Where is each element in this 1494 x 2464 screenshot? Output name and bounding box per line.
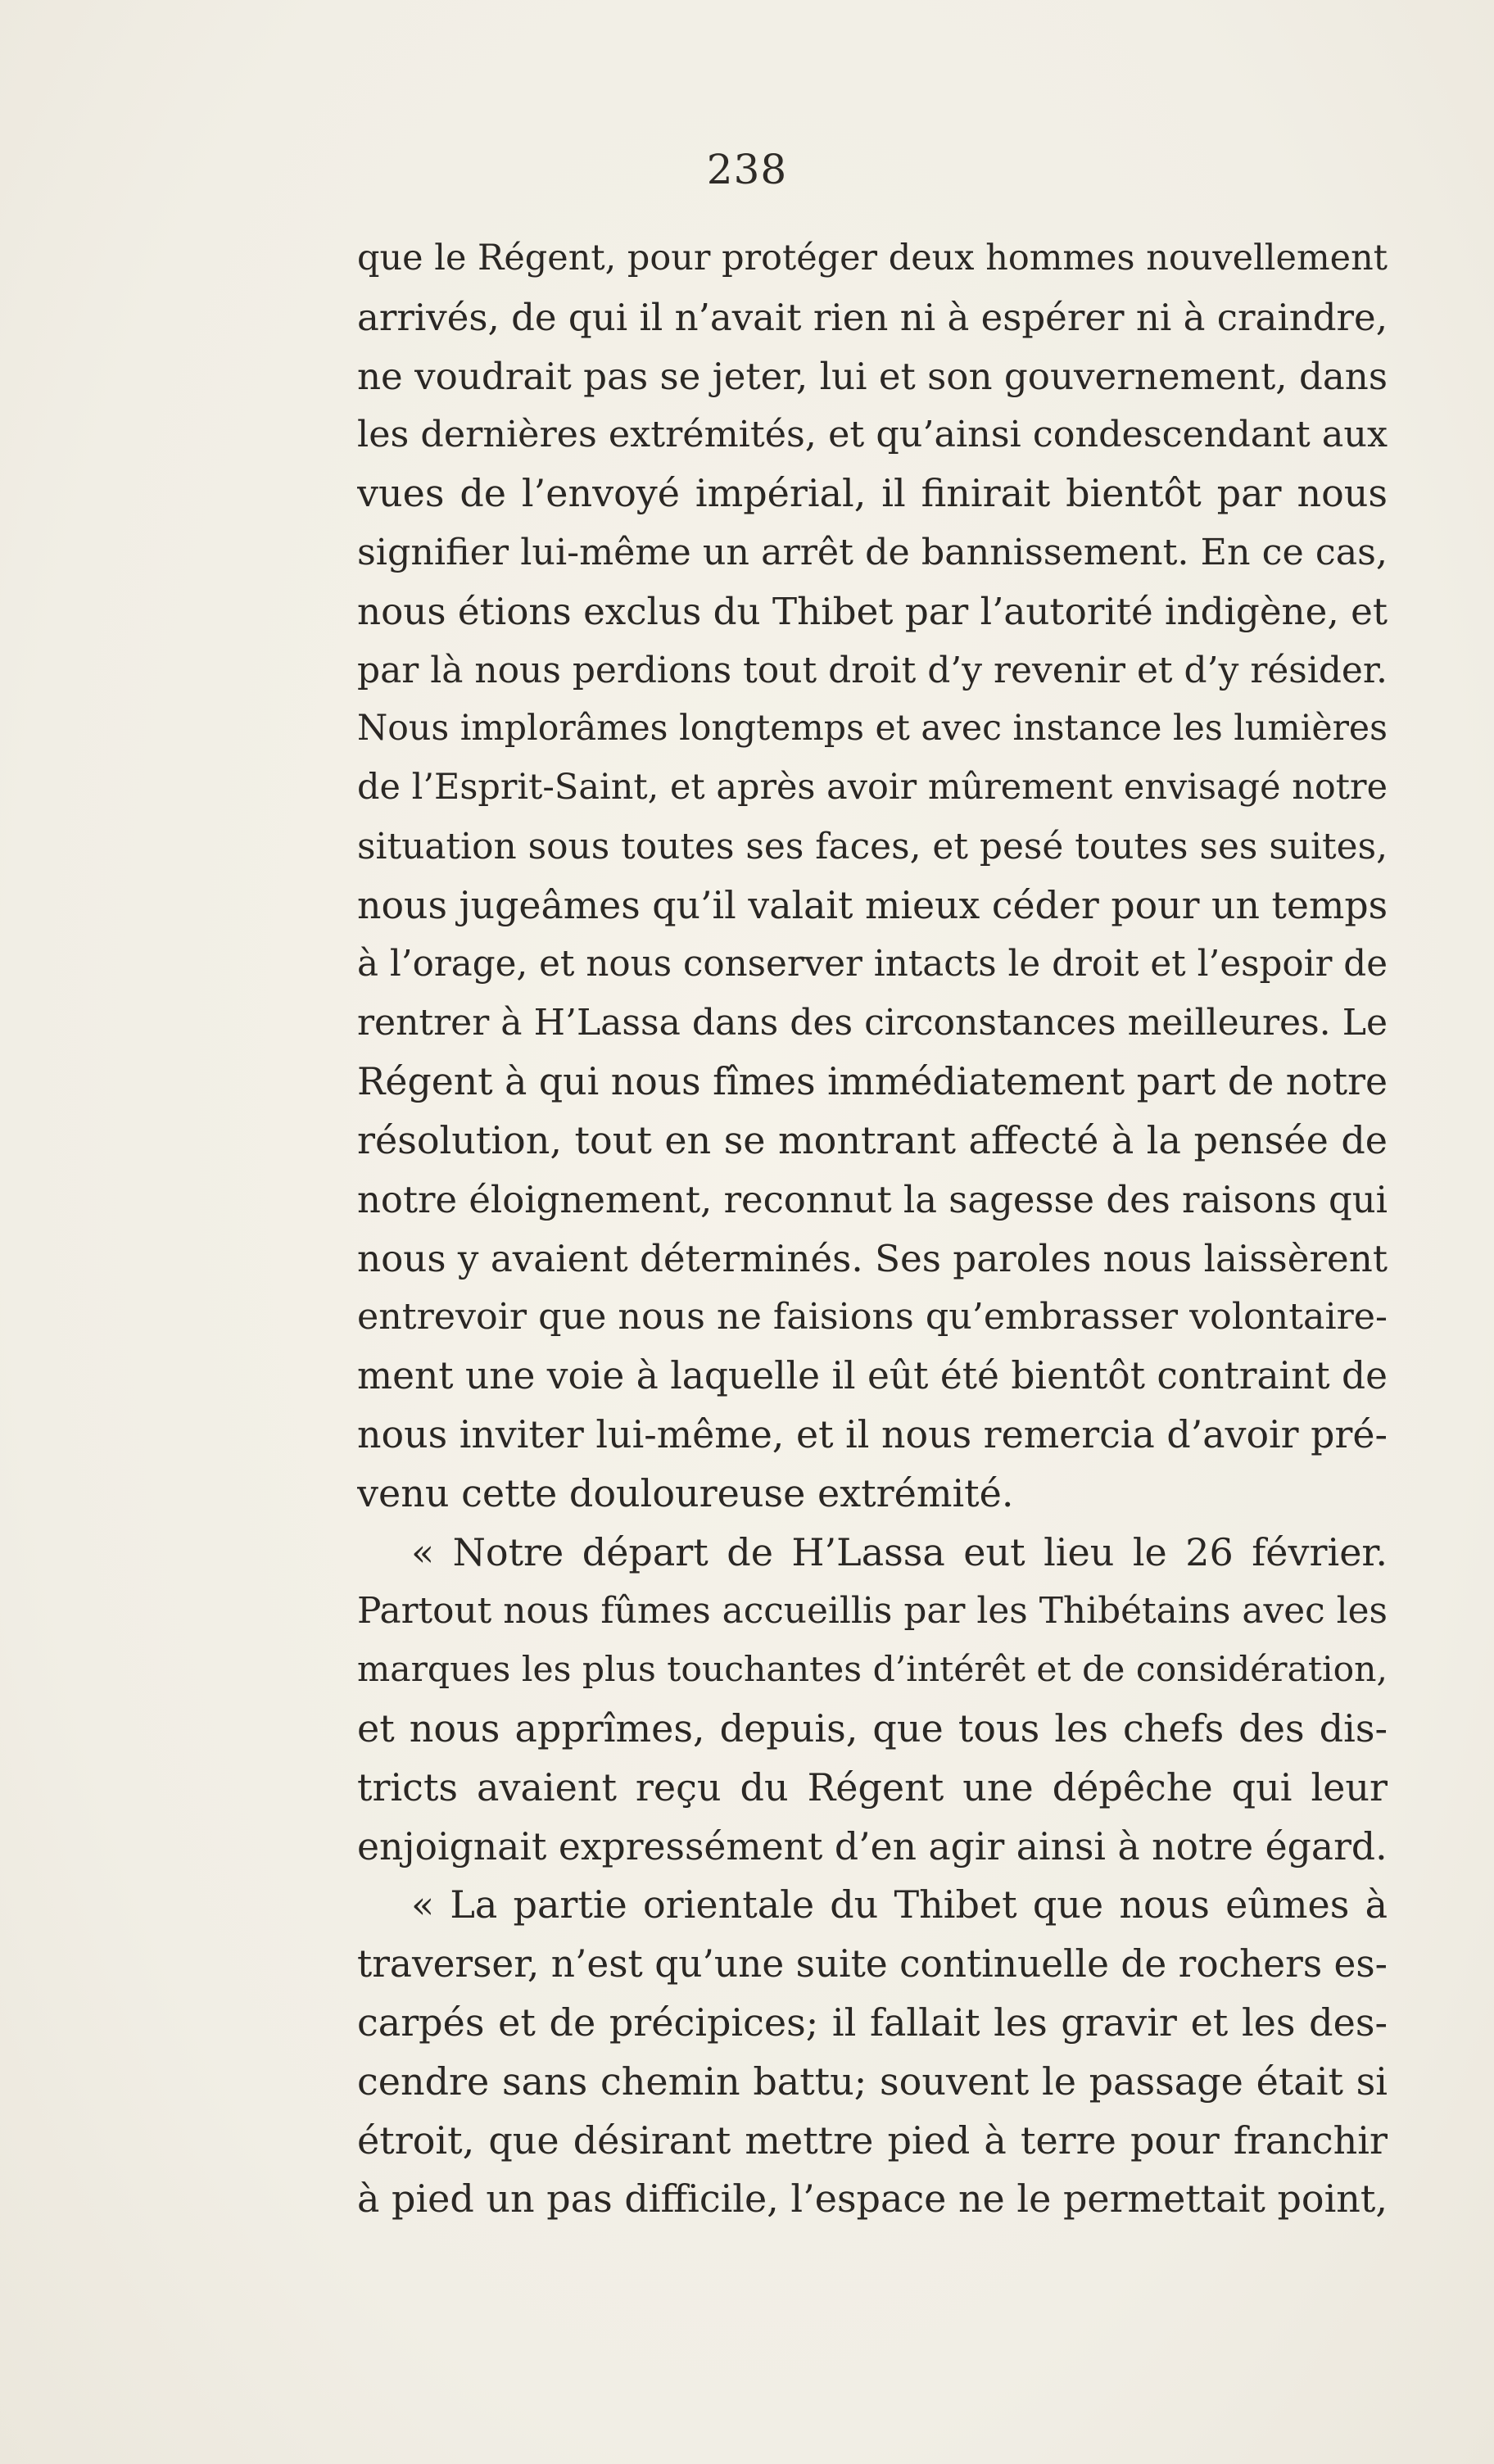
text-line: et nous apprîmes, depuis, que tous les chefs des dis- <box>357 1705 1388 1751</box>
text-line: cendre sans chemin battu; souvent le passage était si <box>357 2059 1388 2104</box>
text-line: carpés et de précipices; il fallait les gravir et les des- <box>357 2000 1388 2045</box>
text-line: marques les plus touchantes d’intérêt et de considération, <box>357 1650 1388 1691</box>
text-line: étroit, que désirant mettre pied à terre pour franchir <box>357 2118 1388 2163</box>
text-line: arrivés, de qui il n’avait rien ni à espérer ni à craindre, <box>357 295 1388 339</box>
text-line: Partout nous fûmes accueillis par les Thibétains avec les <box>357 1590 1388 1633</box>
text-line: situation sous toutes ses faces, et pesé toutes ses suites, <box>357 825 1388 867</box>
text-line: entrevoir que nous ne faisions qu’embrasser volontaire- <box>357 1296 1388 1338</box>
text-line: enjoignait expressément d’en agir ainsi à notre égard. <box>357 1824 1388 1868</box>
text-line: de l’Esprit-Saint, et après avoir mûrement envisagé notre <box>357 767 1388 808</box>
text-line: signifier lui-même un arrêt de bannissement. En ce cas, <box>357 531 1388 573</box>
text-line: tricts avaient reçu du Régent une dépêche qui leur <box>357 1764 1388 1810</box>
text-line: ne voudrait pas se jeter, lui et son gouvernement, dans <box>357 354 1388 398</box>
text-line: « La partie orientale du Thibet que nous eûmes à <box>411 1882 1388 1927</box>
text-line: par là nous perdions tout droit d’y revenir et d’y résider. <box>357 649 1388 691</box>
text-line: que le Régent, pour protéger deux hommes nouvellement <box>357 238 1388 279</box>
text-line: résolution, tout en se montrant affecté à la pensée de <box>357 1117 1388 1162</box>
text-line: nous inviter lui-même, et il nous remercia d’avoir pré- <box>357 1411 1388 1456</box>
text-line: nous étions exclus du Thibet par l’autorité indigène, et <box>357 589 1388 633</box>
text-line: les dernières extrémités, et qu’ainsi condescendant aux <box>357 414 1388 456</box>
page-number: 238 <box>706 146 788 193</box>
text-line: à l’orage, et nous conserver intacts le droit et l’espoir de <box>357 943 1388 985</box>
text-line: ment une voie à laquelle il eût été bientôt contraint de <box>357 1354 1388 1398</box>
text-line: traverser, n’est qu’une suite continuelle de rochers es- <box>357 1942 1388 1986</box>
text-line: nous y avaient déterminés. Ses paroles nous laissèrent <box>357 1236 1388 1280</box>
text-line: Régent à qui nous fîmes immédiatement part de notre <box>357 1060 1388 1104</box>
text-line: venu cette douloureuse extrémité. <box>357 1470 1014 1515</box>
text-line: à pied un pas difficile, l’espace ne le permettait point, <box>357 2176 1388 2222</box>
text-line: notre éloignement, reconnut la sagesse des raisons qui <box>357 1177 1388 1221</box>
text-line: vues de l’envoyé impérial, il finirait bientôt par nous <box>357 471 1388 516</box>
body-text <box>357 229 1388 2229</box>
text-line: « Notre départ de H’Lassa eut lieu le 26 février. <box>411 1529 1388 1574</box>
text-line: rentrer à H’Lassa dans des circonstances meilleures. Le <box>357 1002 1388 1044</box>
text-line: Nous implorâmes longtemps et avec instance les lumières <box>357 708 1388 750</box>
text-line: nous jugeâmes qu’il valait mieux céder pour un temps <box>357 883 1388 927</box>
